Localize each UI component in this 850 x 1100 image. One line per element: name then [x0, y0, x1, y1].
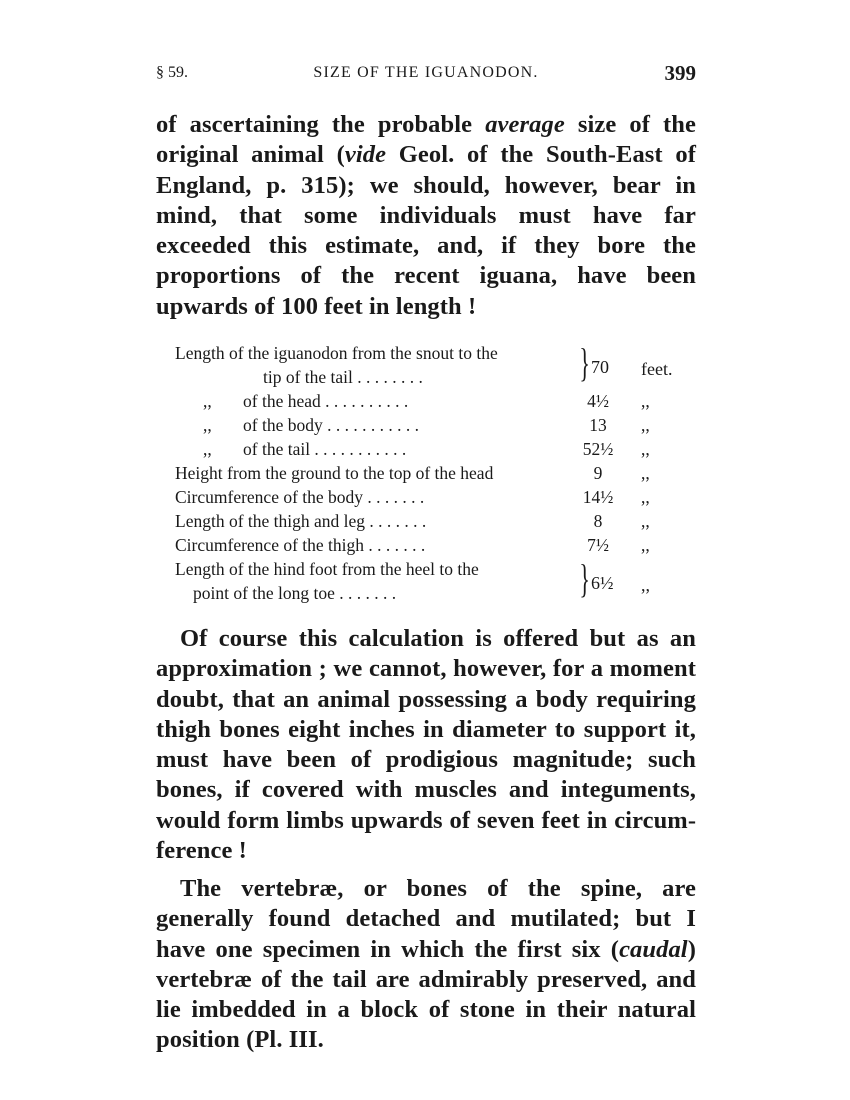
table-row — [175, 533, 675, 557]
table-row — [175, 485, 675, 509]
para1-text-a: of ascertaining the probable — [156, 111, 486, 138]
row-label-text: of the head . . . . . . . . . . — [243, 391, 409, 411]
row-unit: feet. — [641, 359, 673, 379]
row-unit: ,, — [641, 439, 650, 459]
row-label: Circumference of the thigh . . . . . . . — [175, 535, 426, 555]
para1-text-e: Geol. of the South-East of England, p. 315); we should, however, bear in mind, that some individuals must have far exceeded this estimate, and, if they bore the proportions of the recent iguana, have been upwards of 100 feet in length ! — [156, 141, 696, 320]
row-value: 8 — [593, 511, 603, 531]
paragraph-3 — [156, 874, 696, 1056]
row-label — [203, 437, 406, 461]
row-label: Circumference of the body . . . . . . . — [175, 487, 425, 507]
para3-text-a: The vertebræ, or bones of the spine, are generally found detached and mutilated; but I have one specimen in which the first six ( — [156, 875, 696, 963]
row-label: point of the long toe . . . . . . . — [193, 583, 397, 603]
table-row — [175, 413, 675, 437]
row-label-text: of the tail . . . . . . . . . . . — [243, 439, 407, 459]
row-unit: ,, — [641, 463, 650, 483]
row-label: Length of the iguanodon from the snout to the — [175, 343, 498, 363]
measurements-table — [175, 341, 675, 605]
section-number: § 59. — [156, 64, 188, 81]
ditto-mark: ,, — [203, 439, 212, 459]
paragraph-2: Of course this calculation is offered but as an approximation ; we cannot, however, for a moment doubt, that an animal possessing a body requiring thigh bones eight inches in diameter to support it, must have been of prodigious magnitude; such bones, if covered with muscles and integuments, would form limbs upwards of seven feet in circumference ! — [156, 625, 696, 865]
row-value: 70 — [591, 357, 609, 377]
ditto-mark: ,, — [203, 391, 212, 411]
ditto-mark: ,, — [203, 415, 212, 435]
para1-text-c: size of the original animal ( — [156, 111, 696, 169]
brace-icon: } — [579, 340, 590, 385]
row-value: 4½ — [587, 391, 609, 411]
row-unit: ,, — [641, 535, 650, 555]
row-unit: ,, — [641, 575, 650, 595]
para3-text-c: ) vertebræ of the tail are admirably preserved, and lie imbedded in a block of stone in their natural position (Pl. III. — [156, 935, 696, 1054]
row-label: Height from the ground to the top of the head — [175, 463, 494, 483]
row-unit: ,, — [641, 415, 650, 435]
brace-icon: } — [579, 556, 590, 601]
row-label: Length of the hind foot from the heel to the — [175, 559, 479, 579]
table-row — [175, 461, 675, 485]
table-row — [175, 509, 675, 533]
paragraph-1 — [156, 110, 696, 322]
running-title: SIZE OF THE IGUANODON. — [313, 64, 539, 81]
row-value: 6½ — [591, 573, 614, 593]
row-value: 14½ — [582, 487, 614, 507]
row-value: 13 — [589, 415, 607, 435]
para1-italic-average: average — [485, 111, 565, 138]
table-row — [175, 389, 675, 413]
page-header — [156, 61, 696, 88]
para1-italic-vide: vide — [344, 141, 387, 169]
row-unit: ,, — [641, 487, 650, 507]
row-unit: ,, — [641, 391, 650, 411]
row-label: tip of the tail . . . . . . . . — [263, 367, 423, 387]
row-label: Length of the thigh and leg . . . . . . . — [175, 511, 427, 531]
para3-italic-caudal: caudal — [619, 935, 688, 963]
table-row — [175, 437, 675, 461]
row-label — [203, 389, 408, 413]
row-value: 7½ — [587, 535, 609, 555]
page-number: 399 — [664, 61, 696, 85]
row-label — [203, 413, 419, 437]
row-label-text: of the body . . . . . . . . . . . — [243, 415, 419, 435]
row-value: 9 — [593, 463, 603, 483]
row-value: 52½ — [582, 439, 614, 459]
row-unit: ,, — [641, 511, 650, 531]
